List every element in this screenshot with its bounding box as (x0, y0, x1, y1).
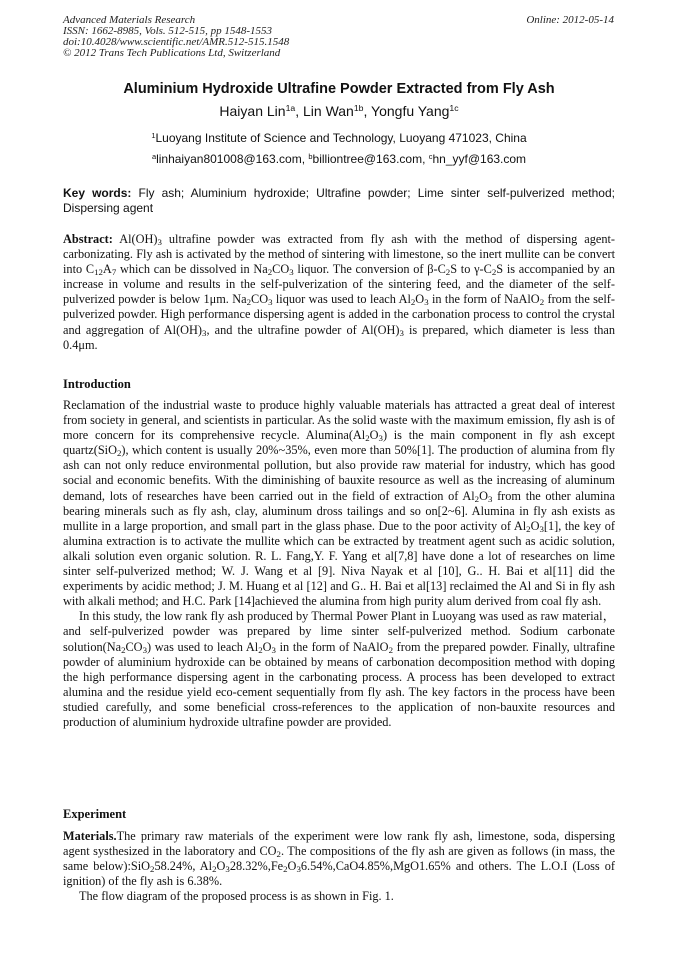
author-1 (219, 103, 303, 119)
email-link[interactable]: hn_yyf@163.com (432, 152, 527, 166)
author-name: Haiyan Lin (219, 103, 286, 119)
author-name: Yongfu Yang (371, 103, 450, 119)
email-link[interactable]: billiontree@163.com, (312, 152, 429, 166)
keywords-label: Key words: (63, 186, 132, 200)
email-link[interactable]: linhaiyan801008@163.com, (156, 152, 309, 166)
journal-copyright: © 2012 Trans Tech Publications Ltd, Switzerland (63, 47, 281, 59)
abstract-text: $Al(OH)_3$ ultrafine powder was extracted from fly ash with the method of dispersing agent-carbonizating. Fly ash is activated by the method of sintering with limestone, so the inert mullite can be convert into $C_{12}A_7$ which can be dissolved in $Na_2CO_3$ liquor. The conversion of $\beta-C_2S$ to $\gamma-C_2S$ is accompanied by an increase in volume and results in the self-pulverization of the sintering feed, and the diameter of the self-pulverized powder is below 1μm. $Na_2CO_3$ liquor was used to leach $Al_2O_3$ in the form of NaAlO$_2$ from the self-pulverized powder. High performance dispersing agent is added in the carbonation process to control the crystal and aggregation of $Al(OH)_3$, and the ultrafine powder of $Al(OH)_3$ is prepared, which diameter is less than 0.4μm. (63, 232, 616, 352)
author-name: Lin Wan (303, 103, 354, 119)
affiliation (0, 131, 678, 145)
author-sup: 1c (449, 103, 459, 114)
affiliation-sup: 1 (151, 130, 156, 140)
experiment-body (63, 829, 615, 904)
author-3 (371, 103, 459, 119)
paper-title: Aluminium Hydroxide Ultrafine Powder Extracted from Fly Ash (123, 81, 555, 97)
introduction-body (63, 398, 615, 730)
paragraph: The flow diagram of the proposed process is as shown in Fig. 1. (79, 889, 394, 904)
introduction-heading: Introduction (63, 377, 131, 391)
journal-header (63, 15, 289, 59)
keywords (63, 186, 615, 216)
paragraph: In this study, the low rank fly ash produced by Thermal Power Plant in Luoyang was used as raw material，and self-pulverized powder was prepared by lime sinter self-pulverized method. Sodium carbonate $solution(Na_2CO_3)$ was used to leach $Al_2O_3$ in the form of NaAlO$_2$ from the prepared powder. Finally, ultrafine powder of aluminium hydroxide can be obtained by means of carbonation decomposition method with doping the high performance dispersing agent in the carbonating process. A process has been developed to extract alumina and the residue yield eco-cement sequentially from fly ash. The key factors in the process have been studied carefully, and some beneficial cross-references to the application of non-bauxite resources and production of aluminium hydroxide ultrafine powder are provided. (63, 609, 615, 729)
paragraph: Reclamation of the industrial waste to produce highly valuable materials has attracted a great deal of interest from society in general, and scientists in particular. As the solid waste with the maximum emission, fly ash is of more concern for its comprehensive recycle. $Alumina(Al_2O_3)$ is the main component in fly ash except quartz(SiO$_2$), which content is usually 20%~35%, even more than 50%[1]. The production of alumina from fly ash can not only reduce environmental pollution, but also provide raw material for industry, which has good social and economic benefits. With the diminishing of bauxite resource as well as the increasing of aluminum demand, lots of researches have been carried out in the field of extraction of $Al_2O_3$ from the other alumina bearing minerals such as fly ash, clay, aluminum dross tailings and so on[2~6]. Alumina in fly ash exists as mullite in a large proportion, and small part in the glass phase. Due to the poor activity of $Al_2O_3[1]$, the key of alumina extraction is to activate the mullite which can be extracted by treatment agent such as acidic solution, alkali solution even organic solution. R. L. Fang,Y. F. Yang et al[7,8] have done a lot of researches on lime sinter self-pulverized method; W. J. Wang et al [9]. Niva Nayak et al [10], G.. H. Bai et al[11] did the experiments by acidic method; J. M. Huang et al [12] and G.. H. Bai et al[13] reclaimed the Al and Si in fly ash with alkali method; and H.C. Park [14]achieved the alumina from high purity alum derived from coal fly ash. (63, 398, 615, 609)
experiment-heading: Experiment (63, 807, 127, 821)
materials-label: Materials. (63, 829, 117, 843)
keywords-text: Fly ash; Aluminium hydroxide; Ultrafine powder; Lime sinter self-pulverized method; Dispersing agent (63, 186, 615, 215)
author-sup: 1b (353, 103, 364, 114)
email-sup: b (308, 151, 313, 161)
affiliation-text: Luoyang Institute of Science and Technology, Luoyang 471023, China (155, 131, 527, 145)
author-2 (303, 103, 371, 119)
author-emails (0, 152, 678, 166)
abstract-label: Abstract: (63, 232, 113, 246)
paragraph (63, 829, 615, 889)
email-sup: c (428, 151, 433, 161)
materials-text: The primary raw materials of the experiment were low rank fly ash, limestone, soda, dispersing agent systhesized in the laboratory and $CO_2$. The compositions of the fly ash are given as follows (in mass, the same below):SiO$_2$58.24%, $Al_2O_328.32\%,Fe_2O_36.54\%,CaO4.85\%,MgO1.65\%$ and others. The L.O.I (Loss of ignition) of the fly ash is 6.38%. (63, 829, 616, 889)
online-date: Online: 2012-05-14 (526, 14, 614, 26)
author-sep: , (363, 103, 372, 119)
journal-doi: doi:10.4028/www.scientific.net/AMR.512-515.1548 (63, 36, 290, 48)
author-sep: , (295, 103, 303, 119)
author-sup: 1a (285, 103, 296, 114)
email-sup: a (151, 151, 157, 161)
author-list (0, 103, 678, 119)
journal-name: Advanced Materials Research (63, 14, 196, 26)
abstract (63, 232, 615, 353)
journal-issn: ISSN: 1662-8985, Vols. 512-515, pp 1548-1553 (63, 25, 272, 37)
